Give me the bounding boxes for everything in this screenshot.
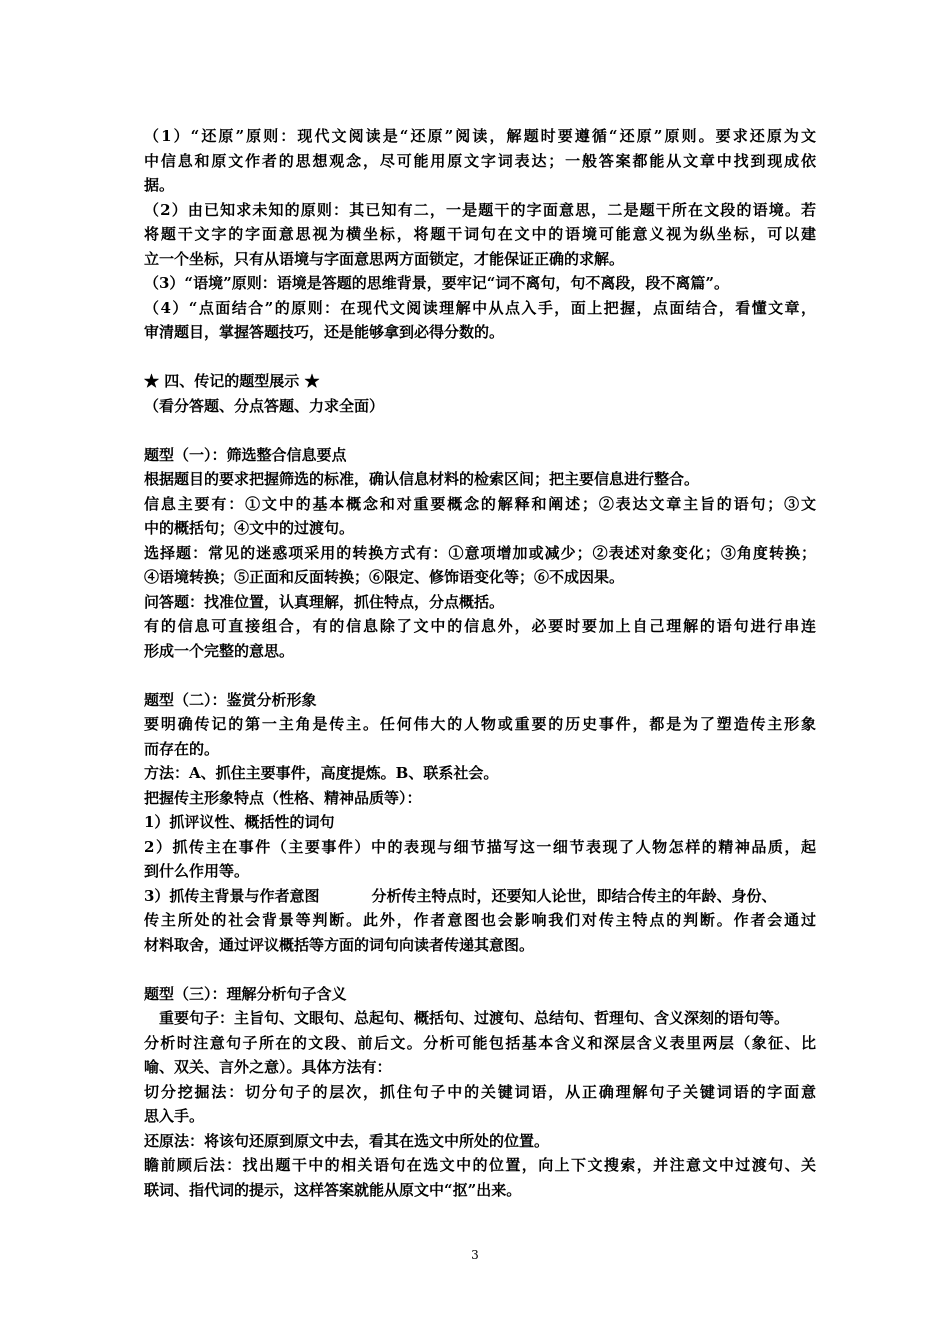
text-line: 根据题目的要求把握筛选的标准，确认信息材料的检索区间；把主要信息进行整合。 [144, 470, 700, 488]
text-line: 立一个坐标，只有从语境与字面意思两方面锁定，才能保证正确的求解。 [144, 249, 625, 268]
text-line: ④语境转换；⑤正面和反面转换；⑥限定、修饰语变化等；⑥不成因果。 [144, 568, 625, 586]
text-line: （1）“还原”原则：现代文阅读是“还原”阅读，解题时要遵循“还原”原则。要求还原为文 [144, 127, 816, 145]
text-line: 形成一个完整的意思。 [144, 641, 295, 660]
blank-line [144, 418, 816, 443]
text-line: 把握传主形象特点（性格、精神品质等）： [144, 788, 422, 807]
text-line: 审清题目，掌握答题技巧，还是能够拿到必得分数的。 [144, 323, 505, 341]
text-line: 选择题：常见的迷惑项采用的转换方式有：①意项增加或减少；②表述对象变化；③角度转换； [144, 543, 816, 562]
text-line: 2）抓传主在事件（主要事件）中的表现与细节描写这一细节表现了人物怎样的精神品质，起 [144, 837, 816, 856]
text-line: 喻、双关、言外之意）。具体方法有： [144, 1058, 392, 1076]
text-line: 瞻前顾后法：找出题干中的相关语句在选文中的位置，向上下文搜索，并注意文中过渡句、关 [144, 1156, 816, 1174]
type3-heading: 题型（三）：理解分析句子含义 [144, 984, 347, 1003]
blank-line [144, 957, 816, 982]
text-line: 1）抓评议性、概括性的词句 [144, 813, 335, 831]
blank-line [144, 663, 816, 688]
text-line: （4）“点面结合”的原则：在现代文阅读理解中从点入手，面上把握，点面结合，看懂文章， [144, 298, 816, 317]
text-line: 传主所处的社会背景等判断。此外，作者意图也会影响我们对传主特点的判断。作者会通过 [144, 911, 816, 929]
text-line: 联词、指代词的提示，这样答案就能从原文中“抠”出来。 [144, 1180, 522, 1199]
principle-2 [144, 198, 816, 272]
text-line: 有的信息可直接组合，有的信息除了文中的信息外，必要时要加上自己理解的语句进行串连 [144, 617, 816, 635]
text-line: 还原法：将该句还原到原文中去，看其在选文中所处的位置。 [144, 1131, 550, 1150]
text-line: 中信息和原文作者的思想观念，尽可能用原文字词表达；一般答案都能从文章中找到现成依 [144, 151, 816, 170]
principle-3 [144, 271, 816, 296]
text-line [144, 884, 816, 909]
blank-line [144, 345, 816, 370]
section-title: ★ 四、传记的题型展示 ★ [144, 372, 320, 390]
text-line: 思入手。 [144, 1107, 205, 1125]
text-line: 分析时注意句子所在的文段、前后文。分析可能包括基本含义和深层含义表里两层（象征、比 [144, 1033, 816, 1052]
text-line: 而存在的。 [144, 739, 220, 758]
text-line: 据。 [144, 176, 175, 194]
text-line: 到什么作用等。 [144, 862, 250, 880]
text-line: 切分挖掘法：切分句子的层次，抓住句子中的关键词语，从正确理解句子关键词语的字面意 [144, 1082, 816, 1101]
item3-text: 分析传主特点时，还要知人论世，即结合传主的年龄、身份、 [371, 886, 777, 905]
text-line: 重要句子：主旨句、文眼句、总起句、概括句、过渡句、总结句、哲理句、含义深刻的语句等。 [144, 1009, 790, 1027]
text-line: 要明确传记的第一主角是传主。任何伟大的人物或重要的历史事件，都是为了塑造传主形象 [144, 715, 816, 733]
text-line: 方法：A、抓住主要事件，高度提炼。B、联系社会。 [144, 764, 499, 782]
principle-1 [144, 124, 816, 198]
text-line: 材料取舍，通过评议概括等方面的词句向读者传递其意图。 [144, 935, 535, 954]
text-line: （2）由已知求未知的原则：其已知有二，一是题干的字面意思，二是题干所在文段的语境。若 [144, 200, 816, 219]
type1-heading: 题型（一）：筛选整合信息要点 [144, 445, 347, 464]
section-subtitle: （看分答题、分点答题、力求全面） [144, 396, 385, 415]
principle-4 [144, 296, 816, 345]
text-line: 问答题：找准位置，认真理解，抓住特点，分点概括。 [144, 592, 505, 611]
text-line: 中的概括句；④文中的过渡句。 [144, 519, 355, 537]
text-line: 信息主要有：①文中的基本概念和对重要概念的解释和阐述；②表达文章主旨的语句；③文 [144, 494, 816, 513]
item3-label: 3）抓传主背景与作者意图 [144, 886, 320, 905]
page-number: 3 [471, 1248, 479, 1262]
document-body [144, 124, 816, 1202]
type2-heading: 题型（二）：鉴赏分析形象 [144, 690, 317, 709]
text-line: 将题干文字的字面意思视为横坐标，将题干词句在文中的语境可能意义视为纵坐标，可以建 [144, 225, 816, 243]
text-line: （3）“语境”原则：语境是答题的思维背景，要牢记“词不离句，句不离段，段不离篇”。 [144, 274, 729, 292]
